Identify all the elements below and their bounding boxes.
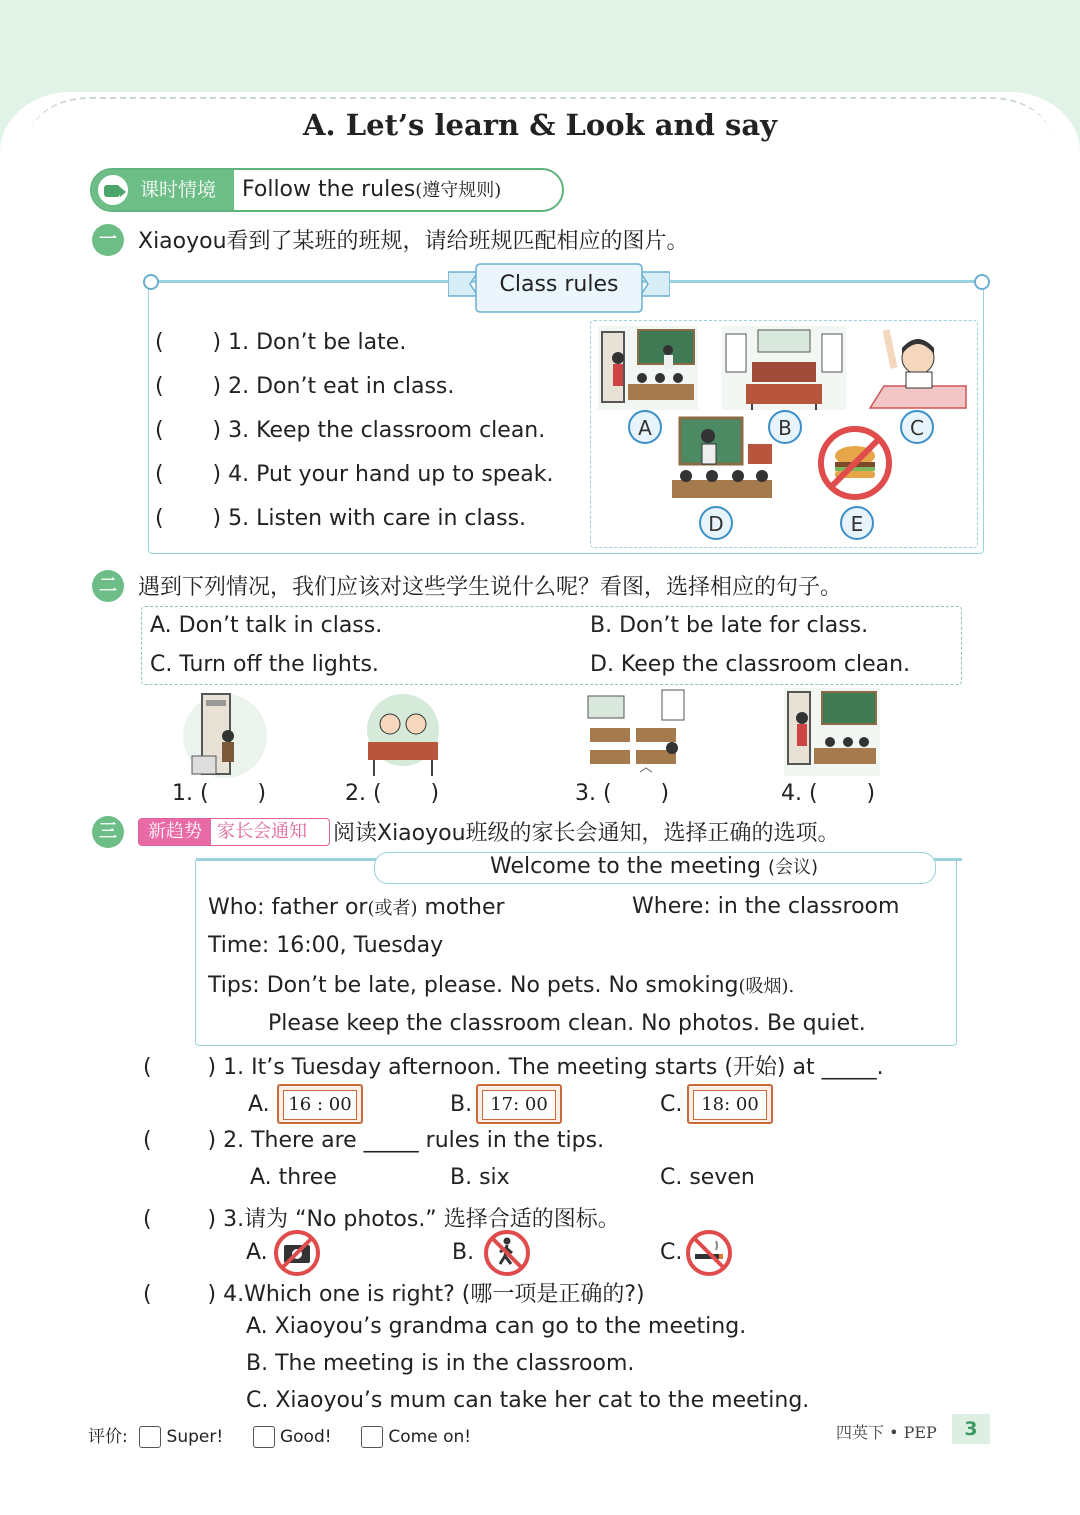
come-on-label: Come on! [388, 1427, 472, 1447]
context-note: (遵守规则) [415, 180, 502, 201]
situation-picture-1 [180, 690, 270, 778]
question-2: ( ) 2. There are _____ rules in the tips. [143, 1128, 605, 1153]
q1-option-c-letter: C. [660, 1092, 683, 1117]
question-1: ( ) 1. It’s Tuesday afternoon. The meeting starts (开始) at _____. [143, 1055, 884, 1080]
section2-instruction: 遇到下列情况，我们应该对这些学生说什么呢？看图，选择相应的句子。 [138, 575, 843, 600]
q1-option-a-letter: A. [248, 1092, 270, 1117]
page-title: A. Let’s learn & Look and say [303, 108, 777, 142]
no-smoking-icon [684, 1228, 734, 1278]
q4-option-a: A. Xiaoyou’s grandma can go to the meeting. [246, 1314, 747, 1339]
blank-4: 4. ( ) [781, 781, 876, 806]
line-dot-right [974, 274, 990, 290]
blank-3: 3. ( ) [575, 781, 670, 806]
super-label: Super! [166, 1427, 224, 1447]
section2-number: 二 [92, 570, 124, 602]
camera-icon [96, 173, 130, 207]
book-info: 四英下 • PEP [836, 1423, 937, 1442]
option-d: D. Keep the classroom clean. [590, 652, 911, 677]
blank-2: 2. ( ) [345, 781, 440, 806]
no-walking-icon [482, 1228, 532, 1278]
picture-d [668, 414, 776, 506]
q4-option-c: C. Xiaoyou’s mum can take her cat to the meeting. [246, 1388, 810, 1413]
come-on-checkbox[interactable] [361, 1426, 383, 1448]
notice-where: Where: in the classroom [632, 894, 900, 919]
page-number: 3 [952, 1414, 990, 1444]
context-badge [92, 170, 234, 210]
label-a: A [628, 410, 662, 444]
evaluation-label: 评价: [88, 1427, 128, 1447]
line-dot-left [143, 274, 159, 290]
situation-picture-3 [584, 688, 694, 780]
q1-option-b-letter: B. [450, 1092, 473, 1117]
label-d: D [699, 506, 733, 540]
q3-option-a-letter: A. [246, 1240, 268, 1265]
no-camera-icon [272, 1228, 322, 1278]
q2-option-b: B. six [450, 1165, 510, 1190]
class-rules-banner-text: Class rules [499, 272, 619, 297]
rule-item: ( ) 5. Listen with care in class. [155, 506, 527, 531]
q3-option-b-letter: B. [452, 1240, 475, 1265]
q1-option-a-clock: 16 : 00 [277, 1084, 363, 1124]
context-pill [90, 168, 564, 212]
q1-option-c-clock: 18: 00 [687, 1084, 773, 1124]
rule-item: ( ) 3. Keep the classroom clean. [155, 418, 546, 443]
no-food-icon [816, 424, 894, 502]
q2-option-c: C. seven [660, 1165, 755, 1190]
option-a: A. Don’t talk in class. [150, 613, 383, 638]
situation-picture-2 [358, 690, 448, 778]
option-b: B. Don’t be late for class. [590, 613, 869, 638]
q4-option-b: B. The meeting is in the classroom. [246, 1351, 635, 1376]
section3-number: 三 [92, 816, 124, 848]
context-text: Follow the rules(遵守规则) [242, 177, 502, 202]
notice-time: Time: 16:00, Tuesday [208, 933, 444, 958]
notice-tips-line2: Please keep the classroom clean. No photos. Be quiet. [268, 1011, 866, 1036]
rule-item: ( ) 2. Don’t eat in class. [155, 374, 455, 399]
trend-tag [138, 818, 330, 846]
label-b: B [768, 410, 802, 444]
evaluation-bar [88, 1422, 471, 1448]
section1-number: 一 [92, 224, 124, 256]
picture-c [866, 324, 970, 412]
label-c: C [900, 410, 934, 444]
picture-b [722, 326, 846, 410]
super-checkbox[interactable] [139, 1426, 161, 1448]
option-c: C. Turn off the lights. [150, 652, 379, 677]
good-label: Good! [279, 1427, 332, 1447]
notice-tips: Tips: Don’t be late, please. No pets. No smoking(吸烟). [208, 973, 795, 998]
q3-option-c-letter: C. [660, 1240, 683, 1265]
context-badge-label: 课时情境 [140, 179, 217, 201]
rule-item: ( ) 1. Don’t be late. [155, 330, 407, 355]
question-3: ( ) 3.请为 “No photos.” 选择合适的图标。 [143, 1207, 620, 1232]
blank-1: 1. ( ) [172, 781, 267, 806]
section3-instruction: 阅读Xiaoyou班级的家长会通知，选择正确的选项。 [333, 821, 840, 846]
notice-tag-label: 家长会通知 [217, 821, 307, 842]
situation-picture-4 [784, 688, 880, 776]
label-e: E [840, 506, 874, 540]
picture-a [598, 326, 698, 410]
notice-title: Welcome to the meeting (会议) [490, 854, 818, 879]
q2-option-a: A. three [250, 1165, 337, 1190]
section1-instruction: Xiaoyou看到了某班的班规，请给班规匹配相应的图片。 [138, 229, 689, 254]
rule-item: ( ) 4. Put your hand up to speak. [155, 462, 554, 487]
notice-who: Who: father or(或者) mother [208, 895, 505, 920]
question-4: ( ) 4.Which one is right? (哪一项是正确的?) [143, 1282, 645, 1307]
good-checkbox[interactable] [253, 1426, 275, 1448]
trend-tag-label: 新趋势 [139, 819, 211, 845]
q1-option-b-clock: 17: 00 [476, 1084, 562, 1124]
